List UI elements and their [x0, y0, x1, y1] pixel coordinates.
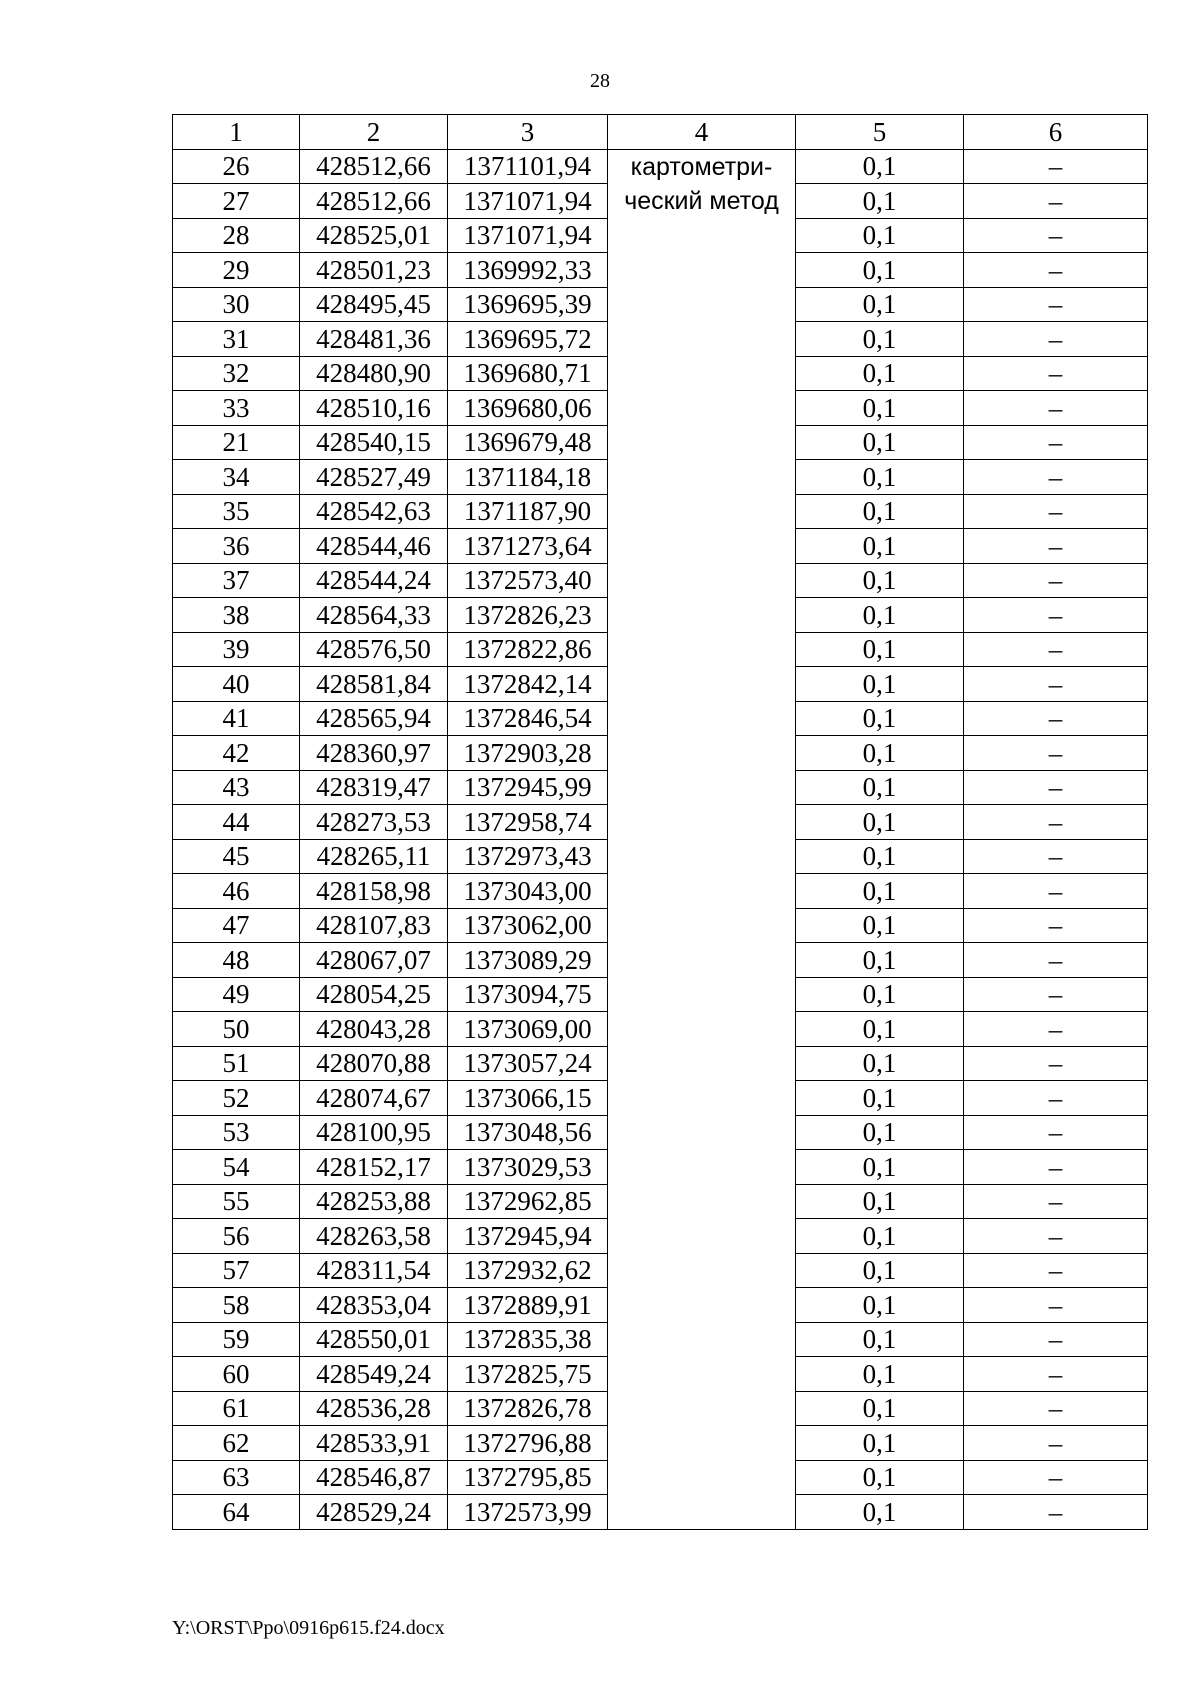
- description-cell: –: [964, 1012, 1148, 1047]
- y-coordinate-cell: 1369695,39: [448, 287, 608, 322]
- x-coordinate-cell: 428100,95: [300, 1115, 448, 1150]
- description-cell: –: [964, 1288, 1148, 1323]
- x-coordinate-cell: 428501,23: [300, 253, 448, 288]
- description-cell: –: [964, 149, 1148, 184]
- description-cell: –: [964, 1219, 1148, 1254]
- x-coordinate-cell: 428542,63: [300, 494, 448, 529]
- y-coordinate-cell: 1372932,62: [448, 1253, 608, 1288]
- point-number-cell: 40: [173, 667, 300, 702]
- accuracy-cell: 0,1: [796, 736, 964, 771]
- point-number-cell: 57: [173, 1253, 300, 1288]
- point-number-cell: 64: [173, 1495, 300, 1530]
- x-coordinate-cell: 428576,50: [300, 632, 448, 667]
- point-number-cell: 32: [173, 356, 300, 391]
- x-coordinate-cell: 428529,24: [300, 1495, 448, 1530]
- x-coordinate-cell: 428525,01: [300, 218, 448, 253]
- y-coordinate-cell: 1373062,00: [448, 908, 608, 943]
- description-cell: –: [964, 977, 1148, 1012]
- x-coordinate-cell: 428070,88: [300, 1046, 448, 1081]
- accuracy-cell: 0,1: [796, 701, 964, 736]
- point-number-cell: 55: [173, 1184, 300, 1219]
- y-coordinate-cell: 1372945,94: [448, 1219, 608, 1254]
- description-cell: –: [964, 287, 1148, 322]
- y-coordinate-cell: 1372846,54: [448, 701, 608, 736]
- point-number-cell: 61: [173, 1391, 300, 1426]
- point-number-cell: 46: [173, 874, 300, 909]
- description-cell: –: [964, 805, 1148, 840]
- y-coordinate-cell: 1372573,99: [448, 1495, 608, 1530]
- x-coordinate-cell: 428043,28: [300, 1012, 448, 1047]
- header-cell-1: 1: [173, 115, 300, 150]
- description-cell: –: [964, 529, 1148, 564]
- point-number-cell: 56: [173, 1219, 300, 1254]
- x-coordinate-cell: 428480,90: [300, 356, 448, 391]
- accuracy-cell: 0,1: [796, 943, 964, 978]
- x-coordinate-cell: 428273,53: [300, 805, 448, 840]
- x-coordinate-cell: 428549,24: [300, 1357, 448, 1392]
- y-coordinate-cell: 1372842,14: [448, 667, 608, 702]
- point-number-cell: 31: [173, 322, 300, 357]
- accuracy-cell: 0,1: [796, 598, 964, 633]
- accuracy-cell: 0,1: [796, 1081, 964, 1116]
- y-coordinate-cell: 1371184,18: [448, 460, 608, 495]
- y-coordinate-cell: 1372795,85: [448, 1460, 608, 1495]
- accuracy-cell: 0,1: [796, 184, 964, 219]
- x-coordinate-cell: 428536,28: [300, 1391, 448, 1426]
- accuracy-cell: 0,1: [796, 667, 964, 702]
- y-coordinate-cell: 1372973,43: [448, 839, 608, 874]
- description-cell: –: [964, 494, 1148, 529]
- point-number-cell: 34: [173, 460, 300, 495]
- point-number-cell: 63: [173, 1460, 300, 1495]
- header-cell-2: 2: [300, 115, 448, 150]
- y-coordinate-cell: 1369679,48: [448, 425, 608, 460]
- point-number-cell: 30: [173, 287, 300, 322]
- x-coordinate-cell: 428265,11: [300, 839, 448, 874]
- description-cell: –: [964, 563, 1148, 598]
- x-coordinate-cell: 428481,36: [300, 322, 448, 357]
- description-cell: –: [964, 184, 1148, 219]
- accuracy-cell: 0,1: [796, 1460, 964, 1495]
- description-cell: –: [964, 356, 1148, 391]
- accuracy-cell: 0,1: [796, 1322, 964, 1357]
- y-coordinate-cell: 1373048,56: [448, 1115, 608, 1150]
- y-coordinate-cell: 1372796,88: [448, 1426, 608, 1461]
- point-number-cell: 28: [173, 218, 300, 253]
- accuracy-cell: 0,1: [796, 805, 964, 840]
- x-coordinate-cell: 428158,98: [300, 874, 448, 909]
- point-number-cell: 39: [173, 632, 300, 667]
- point-number-cell: 21: [173, 425, 300, 460]
- description-cell: –: [964, 1253, 1148, 1288]
- description-cell: –: [964, 839, 1148, 874]
- y-coordinate-cell: 1369680,71: [448, 356, 608, 391]
- point-number-cell: 26: [173, 149, 300, 184]
- x-coordinate-cell: 428533,91: [300, 1426, 448, 1461]
- accuracy-cell: 0,1: [796, 839, 964, 874]
- accuracy-cell: 0,1: [796, 1219, 964, 1254]
- point-number-cell: 37: [173, 563, 300, 598]
- point-number-cell: 44: [173, 805, 300, 840]
- coordinates-table: [172, 114, 1148, 1530]
- description-cell: –: [964, 667, 1148, 702]
- accuracy-cell: 0,1: [796, 218, 964, 253]
- description-cell: –: [964, 253, 1148, 288]
- x-coordinate-cell: 428067,07: [300, 943, 448, 978]
- description-cell: –: [964, 943, 1148, 978]
- description-cell: –: [964, 874, 1148, 909]
- accuracy-cell: 0,1: [796, 149, 964, 184]
- accuracy-cell: 0,1: [796, 1184, 964, 1219]
- x-coordinate-cell: 428107,83: [300, 908, 448, 943]
- accuracy-cell: 0,1: [796, 874, 964, 909]
- point-number-cell: 35: [173, 494, 300, 529]
- accuracy-cell: 0,1: [796, 253, 964, 288]
- x-coordinate-cell: 428054,25: [300, 977, 448, 1012]
- y-coordinate-cell: 1373094,75: [448, 977, 608, 1012]
- x-coordinate-cell: 428544,46: [300, 529, 448, 564]
- description-cell: –: [964, 770, 1148, 805]
- y-coordinate-cell: 1373057,24: [448, 1046, 608, 1081]
- header-cell-5: 5: [796, 115, 964, 150]
- point-number-cell: 54: [173, 1150, 300, 1185]
- point-number-cell: 43: [173, 770, 300, 805]
- x-coordinate-cell: 428544,24: [300, 563, 448, 598]
- description-cell: –: [964, 1184, 1148, 1219]
- x-coordinate-cell: 428495,45: [300, 287, 448, 322]
- accuracy-cell: 0,1: [796, 322, 964, 357]
- y-coordinate-cell: 1372945,99: [448, 770, 608, 805]
- file-path-footer: Y:\ORST\Ppo\0916p615.f24.docx: [172, 1617, 445, 1639]
- description-cell: –: [964, 1115, 1148, 1150]
- y-coordinate-cell: 1372889,91: [448, 1288, 608, 1323]
- y-coordinate-cell: 1372958,74: [448, 805, 608, 840]
- point-number-cell: 51: [173, 1046, 300, 1081]
- description-cell: –: [964, 736, 1148, 771]
- point-number-cell: 60: [173, 1357, 300, 1392]
- point-number-cell: 42: [173, 736, 300, 771]
- y-coordinate-cell: 1372573,40: [448, 563, 608, 598]
- page-number: 28: [590, 70, 610, 92]
- x-coordinate-cell: 428527,49: [300, 460, 448, 495]
- y-coordinate-cell: 1369695,72: [448, 322, 608, 357]
- point-number-cell: 45: [173, 839, 300, 874]
- x-coordinate-cell: 428565,94: [300, 701, 448, 736]
- accuracy-cell: 0,1: [796, 287, 964, 322]
- accuracy-cell: 0,1: [796, 1115, 964, 1150]
- x-coordinate-cell: 428074,67: [300, 1081, 448, 1116]
- description-cell: –: [964, 1322, 1148, 1357]
- accuracy-cell: 0,1: [796, 908, 964, 943]
- y-coordinate-cell: 1371101,94: [448, 149, 608, 184]
- point-number-cell: 49: [173, 977, 300, 1012]
- y-coordinate-cell: 1372825,75: [448, 1357, 608, 1392]
- x-coordinate-cell: 428512,66: [300, 149, 448, 184]
- accuracy-cell: 0,1: [796, 1253, 964, 1288]
- point-number-cell: 27: [173, 184, 300, 219]
- point-number-cell: 48: [173, 943, 300, 978]
- accuracy-cell: 0,1: [796, 563, 964, 598]
- x-coordinate-cell: 428319,47: [300, 770, 448, 805]
- accuracy-cell: 0,1: [796, 494, 964, 529]
- x-coordinate-cell: 428353,04: [300, 1288, 448, 1323]
- header-cell-3: 3: [448, 115, 608, 150]
- description-cell: –: [964, 391, 1148, 426]
- description-cell: –: [964, 1495, 1148, 1530]
- description-cell: –: [964, 1046, 1148, 1081]
- y-coordinate-cell: 1369680,06: [448, 391, 608, 426]
- accuracy-cell: 0,1: [796, 425, 964, 460]
- y-coordinate-cell: 1373066,15: [448, 1081, 608, 1116]
- point-number-cell: 50: [173, 1012, 300, 1047]
- accuracy-cell: 0,1: [796, 1391, 964, 1426]
- y-coordinate-cell: 1372903,28: [448, 736, 608, 771]
- x-coordinate-cell: 428550,01: [300, 1322, 448, 1357]
- description-cell: –: [964, 425, 1148, 460]
- point-number-cell: 29: [173, 253, 300, 288]
- description-cell: –: [964, 1426, 1148, 1461]
- y-coordinate-cell: 1373043,00: [448, 874, 608, 909]
- y-coordinate-cell: 1371071,94: [448, 184, 608, 219]
- point-number-cell: 38: [173, 598, 300, 633]
- y-coordinate-cell: 1369992,33: [448, 253, 608, 288]
- description-cell: –: [964, 1391, 1148, 1426]
- description-cell: –: [964, 908, 1148, 943]
- description-cell: –: [964, 701, 1148, 736]
- description-cell: –: [964, 1357, 1148, 1392]
- y-coordinate-cell: 1372822,86: [448, 632, 608, 667]
- y-coordinate-cell: 1372826,78: [448, 1391, 608, 1426]
- accuracy-cell: 0,1: [796, 1426, 964, 1461]
- point-number-cell: 62: [173, 1426, 300, 1461]
- method-line: ческий метод: [624, 186, 779, 215]
- x-coordinate-cell: 428253,88: [300, 1184, 448, 1219]
- accuracy-cell: 0,1: [796, 1495, 964, 1530]
- description-cell: –: [964, 632, 1148, 667]
- accuracy-cell: 0,1: [796, 356, 964, 391]
- accuracy-cell: 0,1: [796, 391, 964, 426]
- accuracy-cell: 0,1: [796, 1150, 964, 1185]
- y-coordinate-cell: 1373069,00: [448, 1012, 608, 1047]
- point-number-cell: 52: [173, 1081, 300, 1116]
- accuracy-cell: 0,1: [796, 977, 964, 1012]
- y-coordinate-cell: 1373029,53: [448, 1150, 608, 1185]
- description-cell: –: [964, 1150, 1148, 1185]
- y-coordinate-cell: 1371187,90: [448, 494, 608, 529]
- method-cell: [608, 149, 796, 1529]
- x-coordinate-cell: 428360,97: [300, 736, 448, 771]
- header-cell-6: 6: [964, 115, 1148, 150]
- y-coordinate-cell: 1372835,38: [448, 1322, 608, 1357]
- header-cell-4: 4: [608, 115, 796, 150]
- accuracy-cell: 0,1: [796, 1046, 964, 1081]
- description-cell: –: [964, 322, 1148, 357]
- table-row: [173, 149, 1148, 184]
- point-number-cell: 47: [173, 908, 300, 943]
- y-coordinate-cell: 1373089,29: [448, 943, 608, 978]
- x-coordinate-cell: 428564,33: [300, 598, 448, 633]
- description-cell: –: [964, 1081, 1148, 1116]
- point-number-cell: 59: [173, 1322, 300, 1357]
- description-cell: –: [964, 218, 1148, 253]
- x-coordinate-cell: 428581,84: [300, 667, 448, 702]
- point-number-cell: 36: [173, 529, 300, 564]
- x-coordinate-cell: 428263,58: [300, 1219, 448, 1254]
- y-coordinate-cell: 1371071,94: [448, 218, 608, 253]
- accuracy-cell: 0,1: [796, 1357, 964, 1392]
- description-cell: –: [964, 598, 1148, 633]
- x-coordinate-cell: 428512,66: [300, 184, 448, 219]
- y-coordinate-cell: 1372826,23: [448, 598, 608, 633]
- description-cell: –: [964, 1460, 1148, 1495]
- point-number-cell: 33: [173, 391, 300, 426]
- method-line: картометри-: [630, 152, 773, 181]
- x-coordinate-cell: 428510,16: [300, 391, 448, 426]
- point-number-cell: 58: [173, 1288, 300, 1323]
- accuracy-cell: 0,1: [796, 632, 964, 667]
- x-coordinate-cell: 428540,15: [300, 425, 448, 460]
- accuracy-cell: 0,1: [796, 1288, 964, 1323]
- description-cell: –: [964, 460, 1148, 495]
- point-number-cell: 41: [173, 701, 300, 736]
- accuracy-cell: 0,1: [796, 460, 964, 495]
- accuracy-cell: 0,1: [796, 770, 964, 805]
- x-coordinate-cell: 428546,87: [300, 1460, 448, 1495]
- x-coordinate-cell: 428152,17: [300, 1150, 448, 1185]
- y-coordinate-cell: 1372962,85: [448, 1184, 608, 1219]
- x-coordinate-cell: 428311,54: [300, 1253, 448, 1288]
- table-body: [173, 149, 1148, 1529]
- accuracy-cell: 0,1: [796, 529, 964, 564]
- accuracy-cell: 0,1: [796, 1012, 964, 1047]
- table-header-row: [173, 115, 1148, 150]
- point-number-cell: 53: [173, 1115, 300, 1150]
- y-coordinate-cell: 1371273,64: [448, 529, 608, 564]
